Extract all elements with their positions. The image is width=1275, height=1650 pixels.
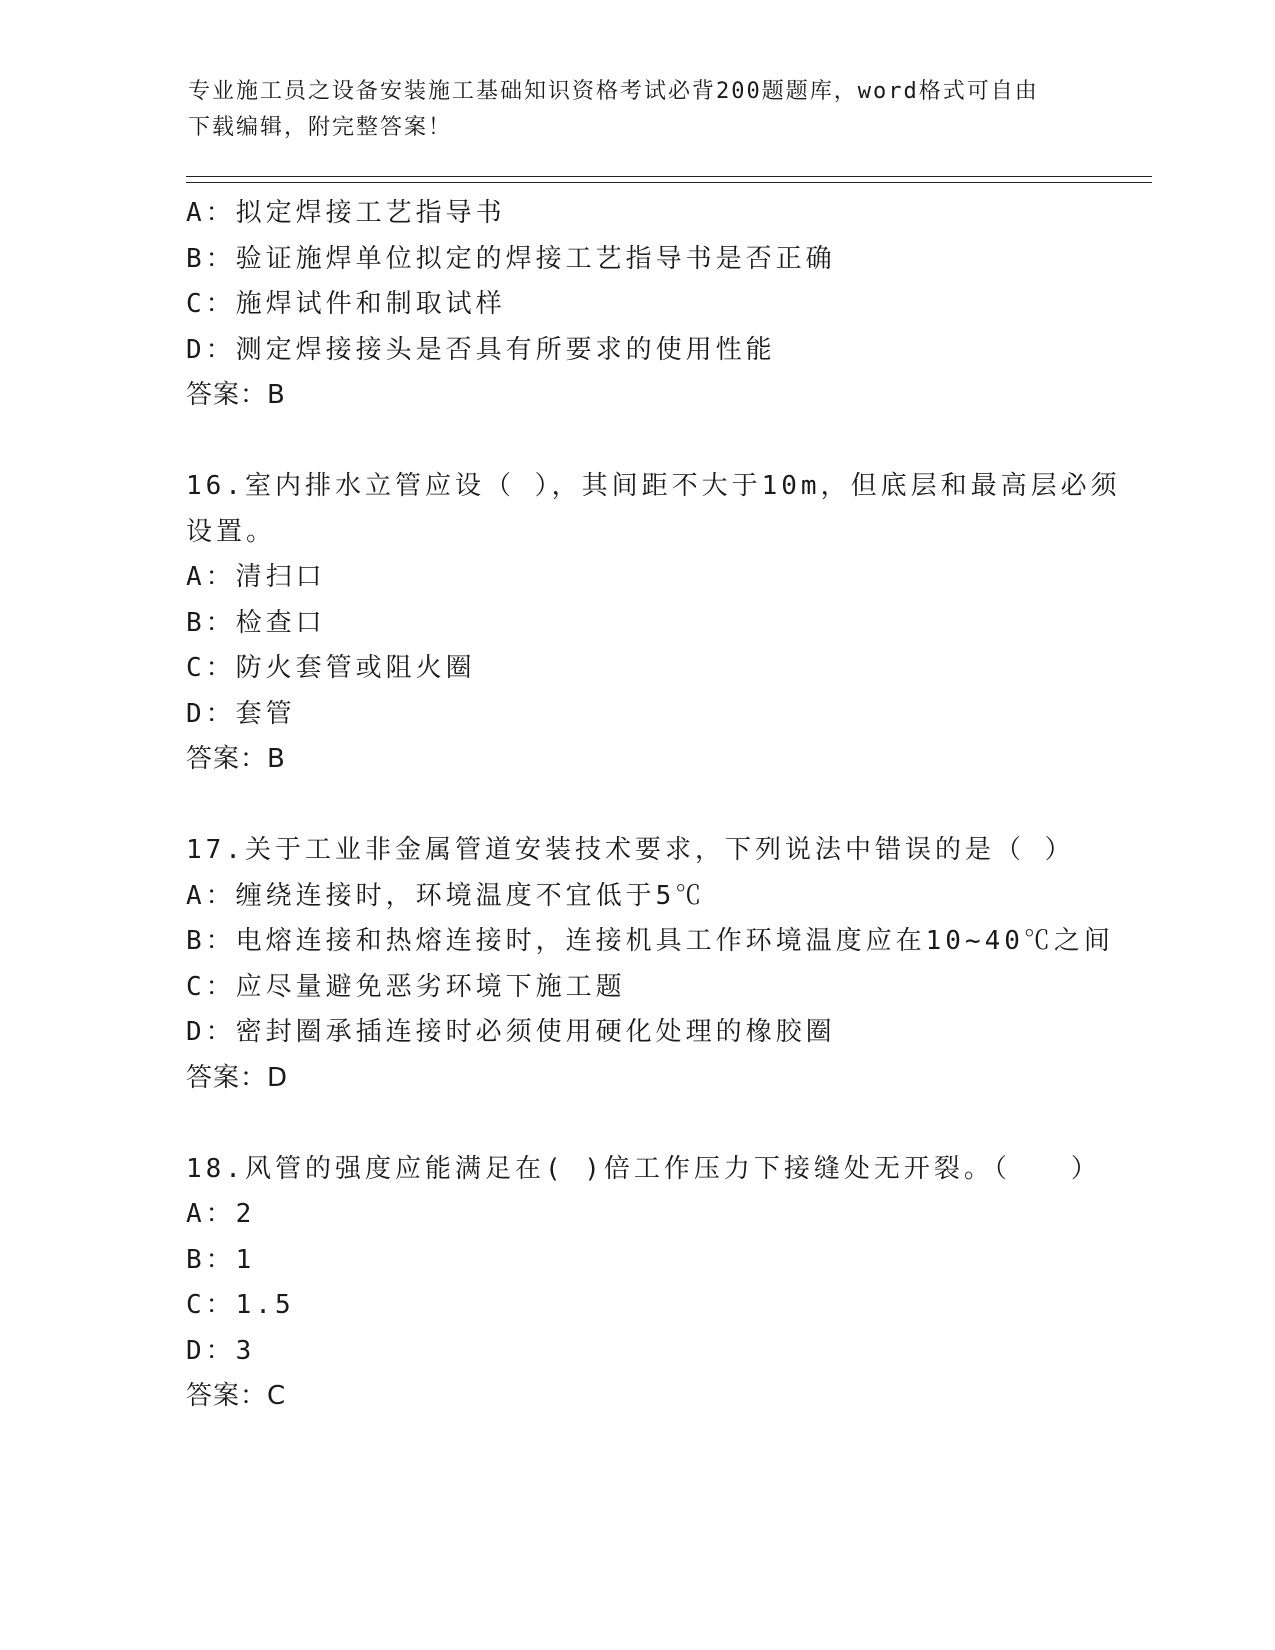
q18-option-b: B：1 <box>186 1244 256 1275</box>
spacer <box>186 419 1106 465</box>
q18-option-a: A：2 <box>186 1199 256 1229</box>
q17-option-a: A：缠绕连接时，环境温度不宜低于5℃ <box>186 880 706 911</box>
spacer <box>186 783 1106 829</box>
question-17 <box>186 828 1114 1101</box>
spacer <box>186 1101 1106 1147</box>
document-header <box>188 74 1088 146</box>
question-18 <box>186 1147 1106 1420</box>
q17-question: 17.关于工业非金属管道安装技术要求，下列说法中错误的是（ ） <box>186 835 1075 865</box>
q15-option-c: C：施焊试件和制取试样 <box>186 289 506 319</box>
q15-option-b: B：验证施焊单位拟定的焊接工艺指导书是否正确 <box>186 243 836 274</box>
q15-option-a: A：拟定焊接工艺指导书 <box>186 198 506 228</box>
q18-question: 18.风管的强度应能满足在( )倍工作压力下接缝处无开裂。（ ） <box>186 1153 1101 1184</box>
header-line-2: 下载编辑，附完整答案！ <box>188 115 453 140</box>
q17-option-d: D：密封圈承插连接时必须使用硬化处理的橡胶圈 <box>186 1017 836 1047</box>
header-divider-bottom <box>186 182 1152 183</box>
q16-option-b: B：检查口 <box>186 607 326 638</box>
q16-option-c: C：防火套管或阻火圈 <box>186 653 476 683</box>
question-15 <box>186 191 1106 419</box>
q15-option-d: D：测定焊接接头是否具有所要求的使用性能 <box>186 334 776 365</box>
q18-answer: 答案：C <box>186 1381 287 1411</box>
header-divider-top <box>186 176 1152 177</box>
q16-question-line-2: 设置。 <box>186 516 277 547</box>
q16-answer: 答案：B <box>186 744 286 774</box>
q17-answer: 答案：D <box>186 1062 289 1093</box>
q16-option-d: D：套管 <box>186 698 296 729</box>
q18-option-d: D：3 <box>186 1335 256 1366</box>
q16-option-a: A：清扫口 <box>186 562 326 592</box>
question-16 <box>186 464 1121 783</box>
q16-question-line-1: 16.室内排水立管应设（ ），其间距不大于10m，但底层和最高层必须 <box>186 471 1121 501</box>
header-line-1: 专业施工员之设备安装施工基础知识资格考试必背200题题库，word格式可自由 <box>188 79 1039 104</box>
question-list <box>186 191 1121 1420</box>
q18-option-c: C：1.5 <box>186 1290 295 1320</box>
q17-option-c: C：应尽量避免恶劣环境下施工题 <box>186 971 626 1002</box>
q17-option-b: B：电熔连接和热熔连接时，连接机具工作环境温度应在10~40℃之间 <box>186 926 1114 956</box>
q15-answer: 答案：B <box>186 380 286 410</box>
